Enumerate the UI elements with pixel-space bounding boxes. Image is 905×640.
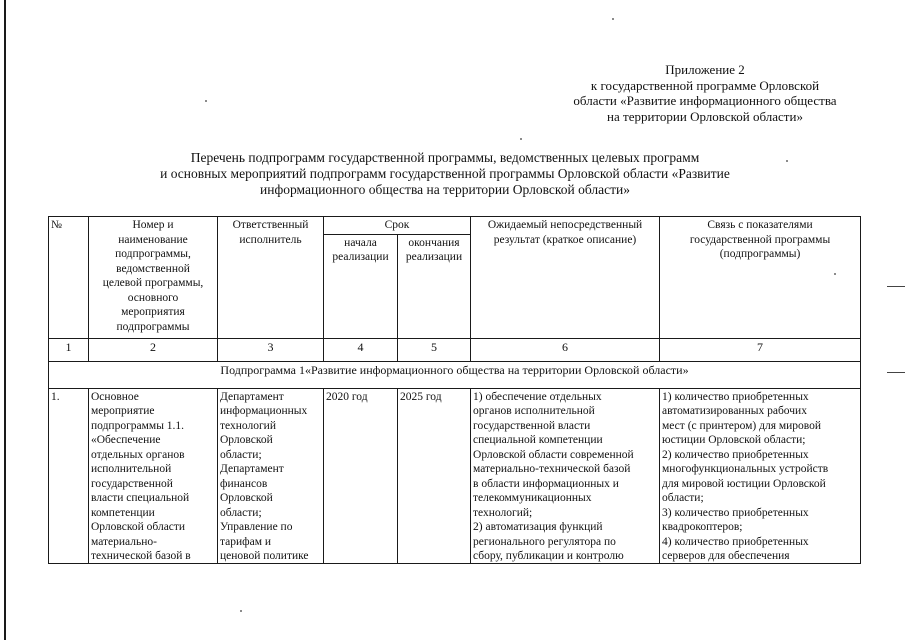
header-link: Связь с показателями государственной программы (подпрограммы): [660, 217, 861, 339]
title-line: информационного общества на территории Орловской области»: [260, 182, 630, 197]
column-number-row: [49, 338, 861, 361]
header-num: №: [49, 217, 89, 339]
scan-speck: [612, 18, 614, 20]
header-row: [49, 217, 861, 235]
left-margin-rule: [4, 0, 6, 640]
appendix-line: Приложение 2: [665, 62, 745, 77]
column-number: 5: [398, 338, 471, 361]
row-num: 1.: [49, 388, 89, 563]
title-line: и основных мероприятий подпрограмм государственной программы Орловской области «Развитие: [160, 166, 730, 181]
row-result: 1) обеспечение отдельных органов исполнительной государственной власти специальной компетенции Орловской области современной материально-технической базой в области информационных и телекоммуникационных технологий; 2) автоматизация функций регионального регулятора по сбору, публикации и контролю: [471, 388, 660, 563]
column-number: 6: [471, 338, 660, 361]
header-result: Ожидаемый непосредственный результат (краткое описание): [471, 217, 660, 339]
title-line: Перечень подпрограмм государственной программы, ведомственных целевых программ: [190, 150, 700, 165]
row-end: 2025 год: [398, 388, 471, 563]
scan-mark: [887, 372, 905, 373]
column-number: 2: [89, 338, 218, 361]
appendix-line: на территории Орловской области»: [607, 108, 803, 124]
subprogram-title: Подпрограмма 1«Развитие информационного общества на территории Орловской области»: [49, 361, 861, 388]
header-term: Срок: [324, 217, 471, 235]
row-link: 1) количество приобретенных автоматизированных рабочих мест (с принтером) для мировой юстиции Орловской области; 2) количество приобретенных многофункциональных устройств для мировой юстиции Орловской области; 3) количество приобретенных квадрокоптеров; 4) количество приобретенных серверов для обеспечения: [660, 388, 861, 563]
table-row: [49, 388, 861, 563]
column-number: 4: [324, 338, 398, 361]
header-start: начала реализации: [324, 234, 398, 338]
header-executor: Ответственный исполнитель: [218, 217, 324, 339]
subprogram-row: [49, 361, 861, 388]
row-name: Основное мероприятие подпрограммы 1.1. «Обеспечение отдельных органов исполнительной государственной власти специальной компетенции Орловской области материально- технической базой в: [89, 388, 218, 563]
appendix-line: области «Развитие информационного общества: [573, 93, 837, 108]
appendix-line: к государственной программе Орловской: [590, 77, 820, 93]
scan-mark: [887, 286, 905, 287]
column-number: 7: [660, 338, 861, 361]
header-end: окончания реализации: [398, 234, 471, 338]
header-name: Номер и наименование подпрограммы, ведомственной целевой программы, основного мероприятия подпрограммы: [89, 217, 218, 339]
programs-table: [48, 216, 861, 564]
scan-speck: [240, 610, 242, 612]
column-number: 3: [218, 338, 324, 361]
scan-speck: [520, 138, 522, 140]
document-title: [95, 150, 795, 198]
scan-speck: [205, 100, 207, 102]
appendix-heading: [520, 62, 890, 124]
column-number: 1: [49, 338, 89, 361]
row-start: 2020 год: [324, 388, 398, 563]
row-executor: Департамент информационных технологий Орловской области; Департамент финансов Орловской области; Управление по тарифам и ценовой политике: [218, 388, 324, 563]
